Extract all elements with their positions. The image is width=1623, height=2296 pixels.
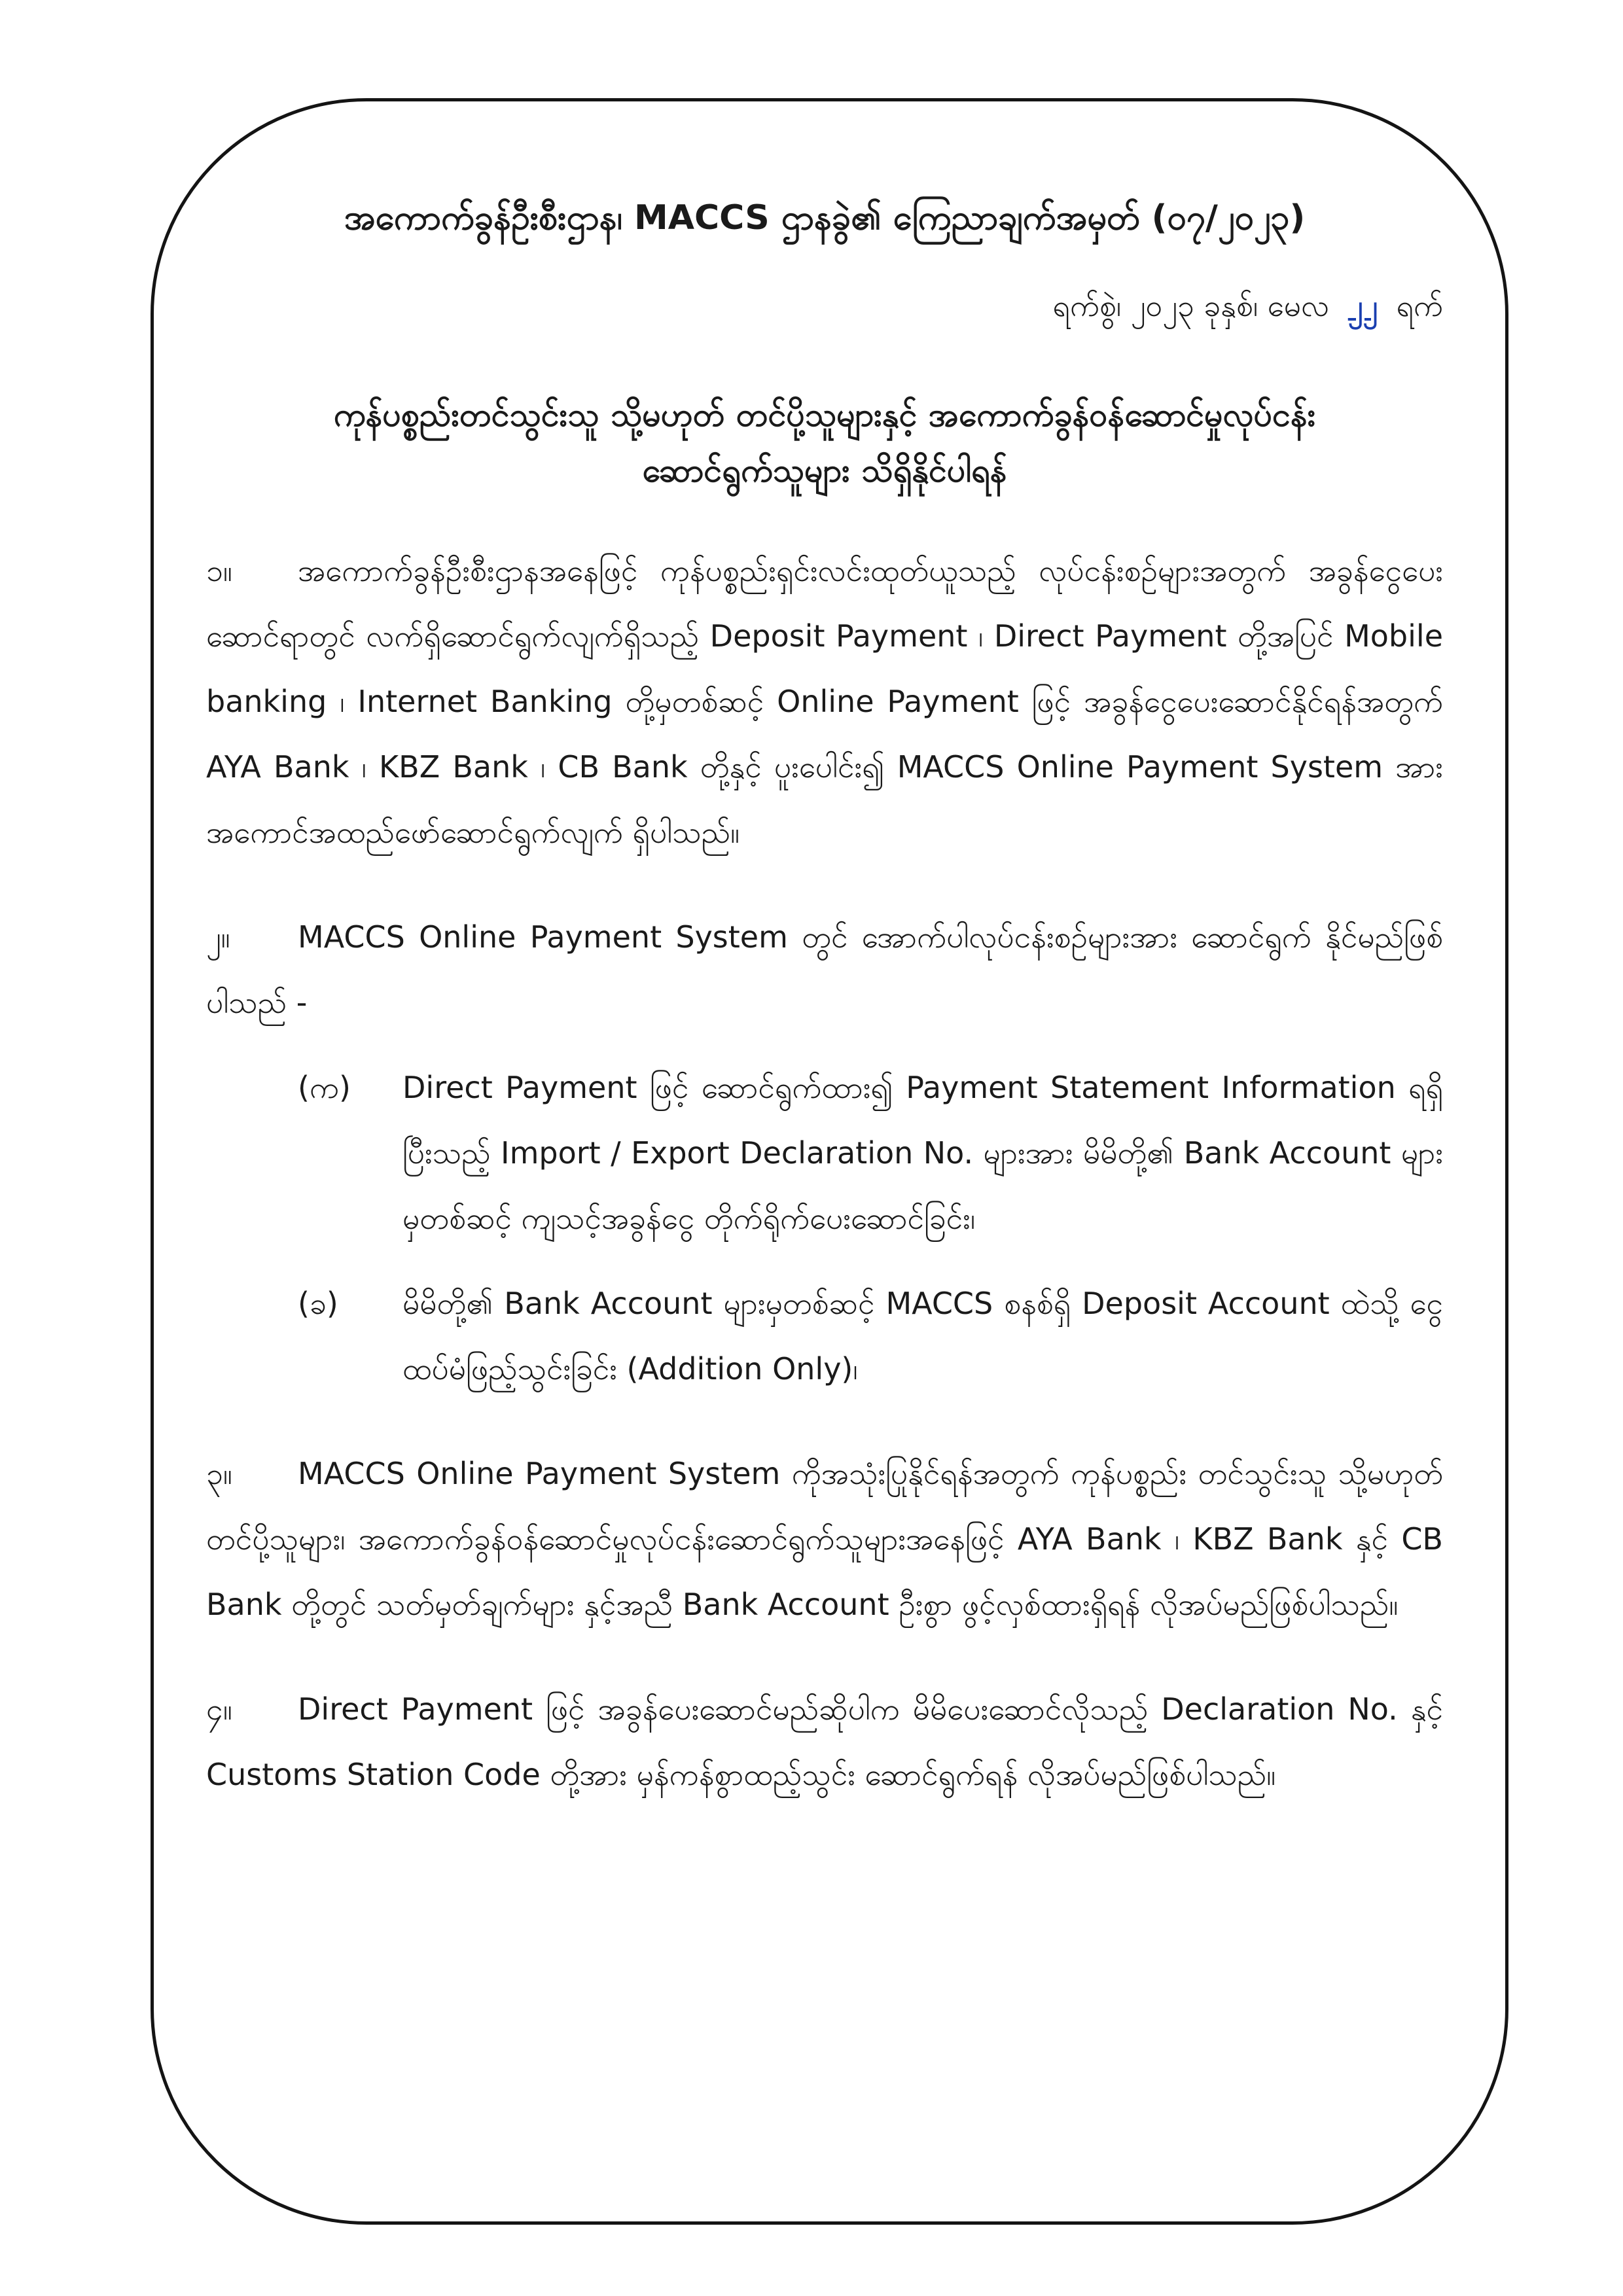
list-item-text: မိမိတို့၏ Bank Account များမှတစ်ဆင့် MACCS စနစ်ရှိ Deposit Account ထဲသို့ ငွေထပ်မံဖြည့်သွင်းခြင်း (Addition Only)၊ [402, 1286, 1443, 1387]
paragraph-3 [206, 1441, 1443, 1637]
list-item-marker: (က) [298, 1070, 351, 1106]
subject-heading [206, 387, 1443, 499]
title-close: ) [1289, 198, 1306, 238]
subject-line-1: ကုန်ပစ္စည်းတင်သွင်းသူ သို့မဟုတ် တင်ပို့သူများနှင့် အကောက်ခွန်ဝန်ဆောင်မှုလုပ်ငန်း [333, 396, 1316, 434]
paragraph-text: MACCS Online Payment System ကိုအသုံးပြုနိုင်ရန်အတွက် ကုန်ပစ္စည်း တင်သွင်းသူ သို့မဟုတ် တင်ပို့သူများ၊ အကောက်ခွန်ဝန်ဆောင်မှုလုပ်ငန်းဆောင်ရွက်သူများအနေဖြင့် AYA Bank ၊ KBZ Bank နှင့် CB Bank တို့တွင် သတ်မှတ်ချက်များ နှင့်အညီ Bank Account ဦးစွာ ဖွင့်လှစ်ထားရှိရန် လိုအပ်မည်ဖြစ်ပါသည်။ [206, 1456, 1443, 1623]
paragraph-number: ၃။ [206, 1456, 232, 1492]
paragraph-1 [206, 538, 1443, 865]
list-item-kha [206, 1271, 1443, 1402]
list-item-text: Direct Payment ဖြင့် ဆောင်ရွက်ထား၍ Payment Statement Information ရရှိပြီးသည့် Import / Export Declaration No. များအား မိမိတို့၏ Bank Account များမှတစ်ဆင့် ကျသင့်အခွန်ငွေ တိုက်ရိုက်ပေးဆောင်ခြင်း၊ [402, 1070, 1443, 1237]
list-item-ka [206, 1055, 1443, 1251]
date-day: ၂၂ [1347, 287, 1378, 323]
announcement-date [206, 287, 1443, 326]
paragraph-text: MACCS Online Payment System တွင် အောက်ပါလုပ်ငန်းစဉ်များအား ဆောင်ရွက် နိုင်မည်ဖြစ်ပါသည် - [206, 919, 1443, 1021]
paragraph-text: အကောက်ခွန်ဦးစီးဌာနအနေဖြင့် ကုန်ပစ္စည်းရှင်းလင်းထုတ်ယူသည့် လုပ်ငန်းစဉ်များအတွက် အခွန်ငွေပေးဆောင်ရာတွင် လက်ရှိဆောင်ရွက်လျက်ရှိသည့် Deposit Payment ၊ Direct Payment တို့အပြင် Mobile banking ၊ Internet Banking တို့မှတစ်ဆင့် Online Payment ဖြင့် အခွန်ငွေပေးဆောင်နိုင်ရန်အတွက် AYA Bank ၊ KBZ Bank ၊ CB Bank တို့နှင့် ပူးပေါင်း၍ MACCS Online Payment System အား အကောင်အထည်ဖော်ဆောင်ရွက်လျက် ရှိပါသည်။ [206, 553, 1443, 851]
paragraph-number: ၄။ [206, 1691, 232, 1727]
list-item-marker: (ခ) [298, 1286, 338, 1322]
announcement-number: ၀၇/၂၀၂၃ [1167, 198, 1290, 238]
paragraph-number: ၂။ [206, 919, 230, 955]
document-body [206, 196, 1443, 1807]
title-text: အကောက်ခွန်ဦးစီးဌာန၊ MACCS ဌာနခွဲ၏ ကြေညာချက်အမှတ် ( [344, 198, 1168, 238]
paragraph-number: ၁။ [206, 553, 232, 589]
date-prefix: ရက်စွဲ၊ ၂၀၂၃ ခုနှစ်၊ မေလ [1052, 287, 1330, 323]
paragraph-4 [206, 1676, 1443, 1807]
paragraph-2 [206, 904, 1443, 1035]
paragraph-text: Direct Payment ဖြင့် အခွန်ပေးဆောင်မည်ဆိုပါက မိမိပေးဆောင်လိုသည့် Declaration No. နှင့် Customs Station Code တို့အား မှန်ကန်စွာထည့်သွင်း ဆောင်ရွက်ရန် လိုအပ်မည်ဖြစ်ပါသည်။ [206, 1691, 1443, 1793]
date-suffix: ရက် [1396, 287, 1443, 323]
announcement-title [206, 196, 1443, 241]
subject-line-2: ဆောင်ရွက်သူများ သိရှိနိုင်ပါရန် [642, 451, 1007, 490]
